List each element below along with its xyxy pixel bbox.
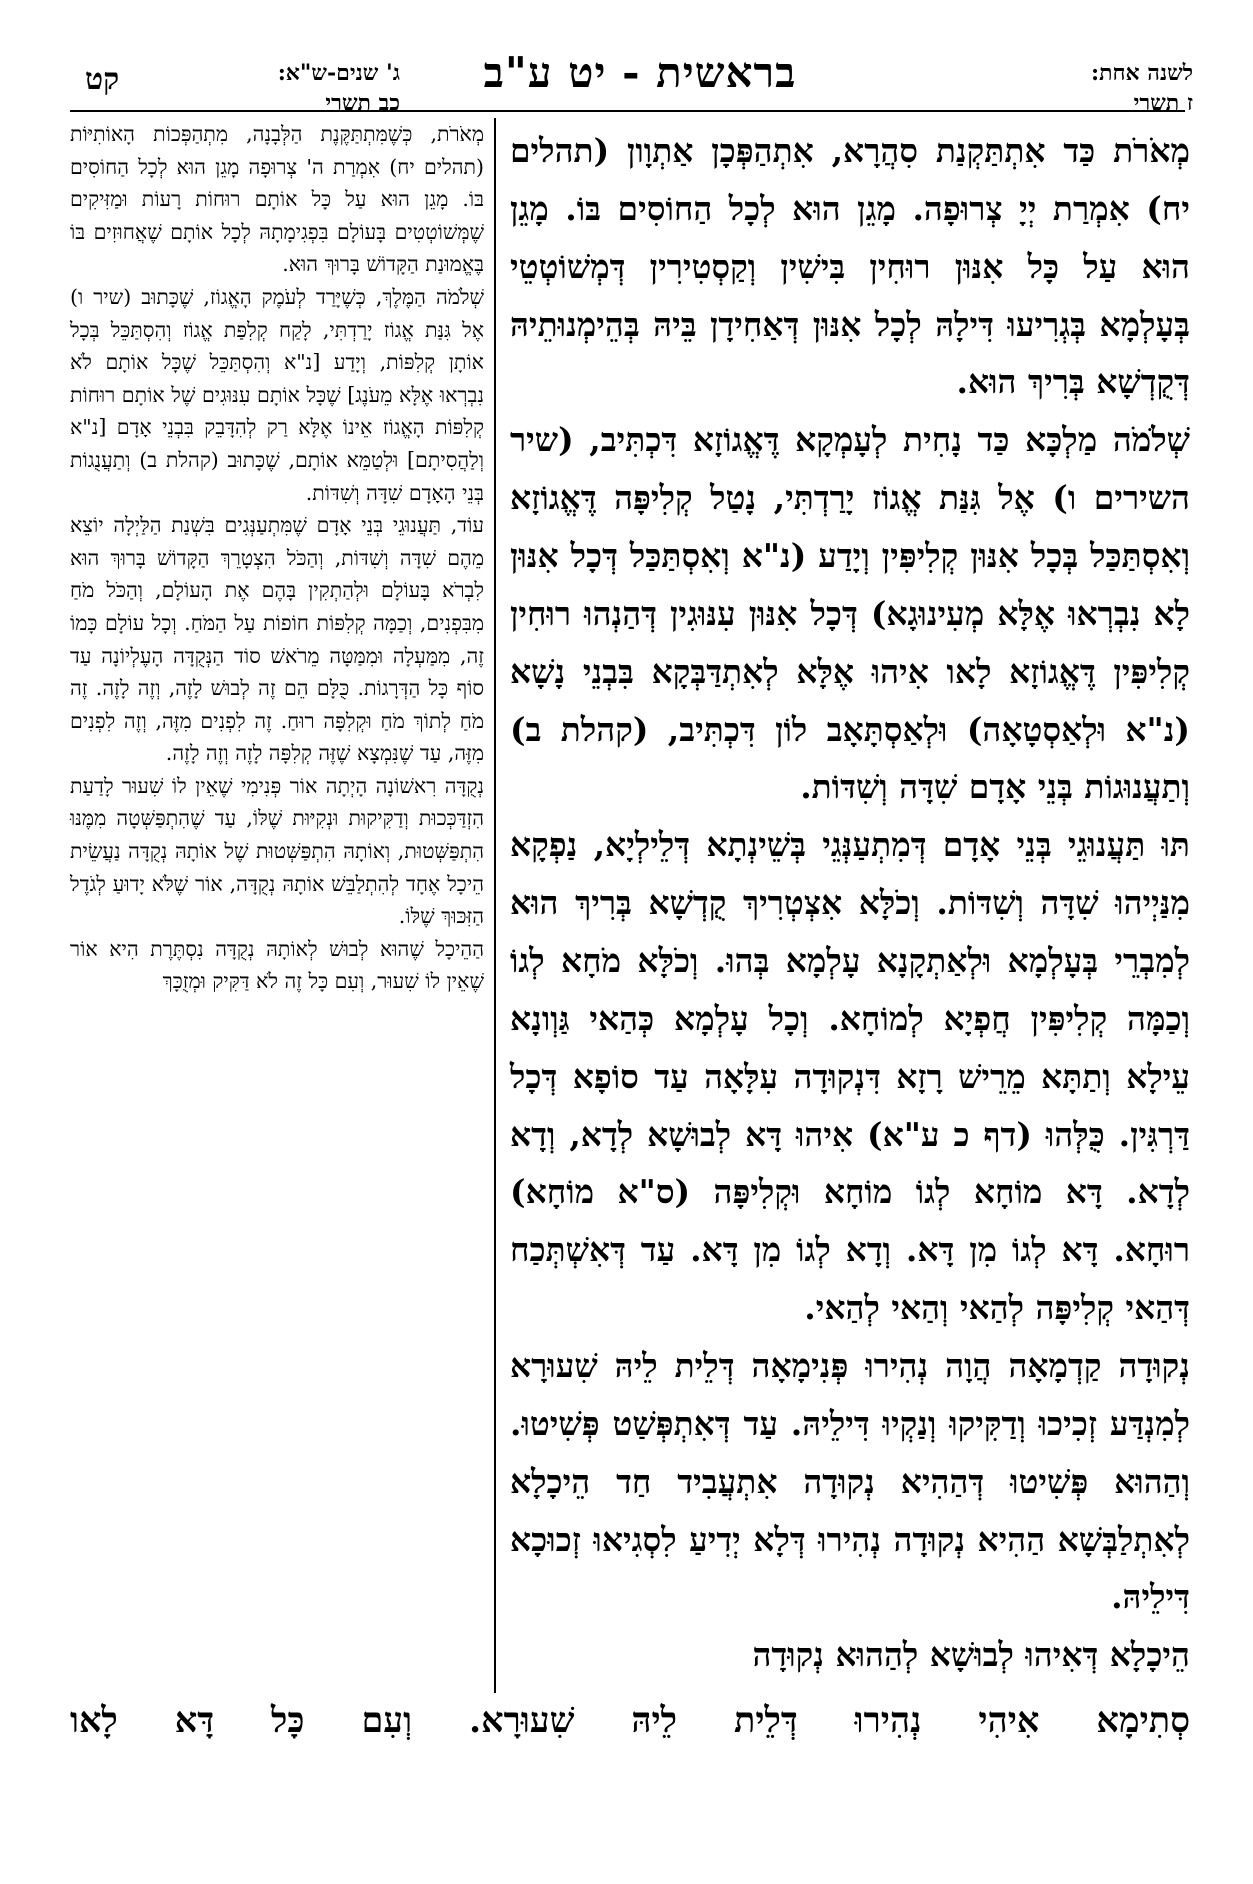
schedule-one-year-label: לשנה אחת:: [1090, 60, 1193, 86]
translation-paragraph: נְקֻדָּה רִאשׁוֹנָה הָיְתָה אוֹר פְּנִימִי שֶׁאֵין לוֹ שִׁעוּר לָדַעַת הִזְדַּכְּכוּת וְדַקִּיקוּת וּנְקִיּוּת שֶׁלּוֹ, עַד שֶׁהִתְפַּשְּׁטָה מִמֶּנּוּ הִתְפַּשְּׁטוּת, וְאוֹתָהּ הִתְפַּשְּׁטוּת שֶׁל אוֹתָהּ נְקֻדָּה נַעֲשֵׂית הֵיכָל אֶחָד לְהִתְלַבֵּשׁ אוֹתָהּ נְקֻדָּה, אוֹר שֶׁלֹּא יָדוּעַ לְגֹדֶל הַזִּכּוּךְ שֶׁלּוֹ.: [70, 773, 484, 929]
schedule-three-years: [160, 58, 400, 118]
translation-paragraph: מְאֹרֹת, כְּשֶׁמִּתְתַּקֶּנֶת הַלְּבָנָה, מִתְהַפְּכוֹת הָאוֹתִיּוֹת (תהלים יח) אִמְרַת ה' צְרוּפָה מָגֵן הוּא לְכָל הַחוֹסִים בּוֹ. מָגֵן הוּא עַל כָּל אוֹתָם רוּחוֹת רָעוֹת וּמַזִּיקִים שֶׁמְּשׁוֹטְטִים בָּעוֹלָם בִּפְגִימָתָהּ לְכָל אוֹתָם שֶׁאֲחוּזִים בּוֹ בֶּאֱמוּנַת הַקָּדוֹשׁ בָּרוּךְ הוּא.: [70, 122, 484, 277]
hebrew-translation-column: [70, 118, 484, 998]
main-paragraph: נְקוּדָה קַדְמָאָה הֲוָה נְהִירוּ פְּנִימָאָה דְּלֵית לֵיהּ שִׁעוּרָא לְמִנְדַּע זְכִיכוּ וְדַקִּיקוּ וְנַקְיוּ דִּילֵיהּ. עַד דְּאִתְפְּשַׁט פְּשִׁיטוּ. וְהַהוּא פְּשִׁיטוּ דְּהַהִיא נְקוּדָה אִתְעֲבִיד חַד הֵיכָלָא לְאִתְלַבְּשָׁא הַהִיא נְקוּדָה נְהִירוּ דְּלָא יְדִיעַ לִסְגִיאוּ זְכוּכָא דִּילֵיהּ.: [510, 1346, 1190, 1617]
page-title: בראשית - יט ע"ב: [483, 48, 797, 97]
main-paragraph: שְׁלֹמֹה מַלְכָּא כַּד נָחִית לְעָמְקָא דֶּאֱגוֹזָא דִּכְתִּיב, (שיר השירים ו) אֶל גִּנַּת אֱגוֹז יָרַדְתִּי, נָטַל קְלִיפָּה דֶּאֱגוֹזָא וְאִסְתַּכַּל בְּכָל אִנּוּן קְלִיפִּין וְיָדַע (נ"א וְאִסְתַּכַּל דְּכָל אִנּוּן לָא נִבְרְאוּ אֶלָּא מְעִינוּגָא) דְּכָל אִנּוּן עִנּוּגִין דְּהַנְהוּ רוּחִין קְלִיפִּין דֶּאֱגוֹזָא לָאו אִיהוּ אֶלָּא לְאִתְדַּבְּקָא בִּבְנֵי נָשָׁא (נ"א וּלְאַסְטָאָה) וּלְאַסְתָּאָב לוֹן דִּכְתִּיב, (קהלת ב) וְתַעֲנוּגוֹת בְּנֵי אָדָם שִׁדָּה וְשִׁדּוֹת.: [510, 420, 1190, 807]
main-paragraph: הֵיכָלָא דְּאִיהוּ לְבוּשָׁא לְהַהוּא נְקוּדָה: [752, 1635, 1190, 1675]
page-number: קט: [85, 62, 120, 97]
main-paragraph: מְאֹרֹת כַּד אִתְתַּקְנַת סִהֲרָא, אִתְהַפְּכָן אַתְוָון (תהלים יח) אִמְרַת יְיָ צְרוּפָה. מָגֵן הוּא לְכָל הַחוֹסִים בּוֹ. מָגֵן הוּא עַל כָּל אִנּוּן רוּחִין בִּישִׁין וְקַסְטִירִין דְּמְשׁוֹטְטֵי בְּעָלְמָא בְּגְרִיעוּ דִּילָהּ לְכָל אִנּוּן דְּאַחִידָן בֵּיהּ בְּהֵימְנוּתֵיהּ דְּקֻדְשָׁא בְּרִיךְ הוּא.: [510, 131, 1190, 402]
main-text-continuation-line: סְתִימָא אִיהִי נְהִירוּ דְּלֵית לֵיהּ שִׁעוּרָא. וְעִם כָּל דָּא לָאו: [70, 1700, 1190, 1741]
schedule-one-year: [993, 58, 1193, 118]
main-paragraph: תּוּ תַּעֲנוּגֵי בְּנֵי אָדָם דְּמִתְעַנְּגֵי בְּשֵׁינְתָא דְּלֵילְיָא, נַפְקָא מִנַּיְיהוּ שִׁדָּה וְשִׁדּוֹת. וְכֹלָּא אִצְטְרִיךְ קֻדְשָׁא בְּרִיךְ הוּא לְמִבְרֵי בְּעָלְמָא וּלְאַתְקָנָא עָלְמָא בְּהוּ. וְכֹלָּא מֹחָא לְגוֹ וְכַמָּה קְלִיפִּין חֲפְיָא לְמוֹחָא. וְכָל עָלְמָא כְּהַאי גַּוְונָא עֵילָא וְתַתָּא מֵרֵישׁ רָזָא דִּנְקוּדָה עִלָּאָה עַד סוֹפָא דְּכָל דַּרְגִּין. כֻּלְּהוּ (דף כ ע"א) אִיהוּ דָּא לְבוּשָׁא לְדָא, וְדָא לְדָא. דָּא מוֹחָא לְגוֹ מוֹחָא וּקְלִיפָּה (ס"א מוֹחָא) רוּחָא. דָּא לְגוֹ מִן דָּא. וְדָא לְגוֹ מִן דָּא. עַד דְּאִשְׁתְּכַח דְּהַאי קְלִיפָּה לְהַאי וְהַאי לְהַאי.: [510, 825, 1190, 1328]
column-divider: [494, 118, 496, 1693]
header-rule: [70, 110, 1185, 112]
translation-paragraph: עוֹד, תַּעֲנוּגֵי בְּנֵי אָדָם שֶׁמִּתְעַנְּגִים בִּשְׁנַת הַלַּיְלָה יוֹצֵא מֵהֶם שִׁדָּה וְשִׁדּוֹת, וְהַכֹּל הִצְטָרֵךְ הַקָּדוֹשׁ בָּרוּךְ הוּא לִבְרֹא בָּעוֹלָם וּלְהַתְקִין בָּהֶם אֶת הָעוֹלָם, וְהַכֹּל מֹחַ מִבִּפְנִים, וְכַמָּה קְלִפּוֹת חוֹפוֹת עַל הַמֹּחַ. וְכָל עוֹלָם כָּמוֹ זֶה, מִמַּעְלָה וּמִמַּטָּה מֵרֹאשׁ סוֹד הַנְּקֻדָּה הָעֶלְיוֹנָה עַד סוֹף כָּל הַדְּרָגוֹת. כֻּלָּם הֵם זֶה לְבוּשׁ לָזֶה, וְזֶה לָזֶה. זֶה מֹחַ לְתוֹךְ מֹחַ וּקְלִפָּה רוּחַ. זֶה לִפְנִים מִזֶּה, וְזֶה לִפְנִים מִזֶּה, עַד שֶׁנִּמְצָא שֶׁזֶּה קְלִפָּה לָזֶה וְזֶה לָזֶה.: [70, 513, 484, 766]
main-aramaic-column: [510, 122, 1190, 1684]
translation-paragraph: הַהֵיכָל שֶׁהוּא לְבוּשׁ לְאוֹתָהּ נְקֻדָּה נִסְתֶּרֶת הִיא אוֹר שֶׁאֵין לוֹ שִׁעוּר, וְעִם כָּל זֶה לֹא דַּקִּיק וּמְזֻכָּךְ: [70, 936, 484, 994]
schedule-three-years-label: ג' שנים-ש"א:: [277, 60, 400, 86]
schedule-three-years-date: כב תשרי: [325, 90, 400, 116]
schedule-one-year-date: ז תשרי: [1133, 90, 1193, 116]
translation-paragraph: שְׁלֹמֹה הַמֶּלֶךְ, כְּשֶׁיָּרַד לְעֹמֶק הָאֱגוֹז, שֶׁכָּתוּב (שיר ו) אֶל גִּנַּת אֱגוֹז יָרַדְתִּי, לָקַח קְלִפַּת אֱגוֹז וְהִסְתַּכֵּל בְּכָל אוֹתָן קְלִפּוֹת, וְיָדַע [נ"א וְהִסְתַּכֵּל שֶׁכָּל אוֹתָם לֹא נִבְרְאוּ אֶלָּא מֵעֹנֶג] שֶׁכָּל אוֹתָם עִנּוּגִים שֶׁל אוֹתָם רוּחוֹת קְלִפּוֹת הָאֱגוֹז אֵינוֹ אֶלָּא רַק לְהִדָּבֵק בִּבְנֵי אָדָם [נ"א וְלַהֲסִיתָם] וּלְטַמֵּא אוֹתָם, שֶׁכָּתוּב (קהלת ב) וְתַעֲנֻגוֹת בְּנֵי הָאָדָם שִׁדָּה וְשִׁדּוֹת.: [70, 284, 484, 505]
